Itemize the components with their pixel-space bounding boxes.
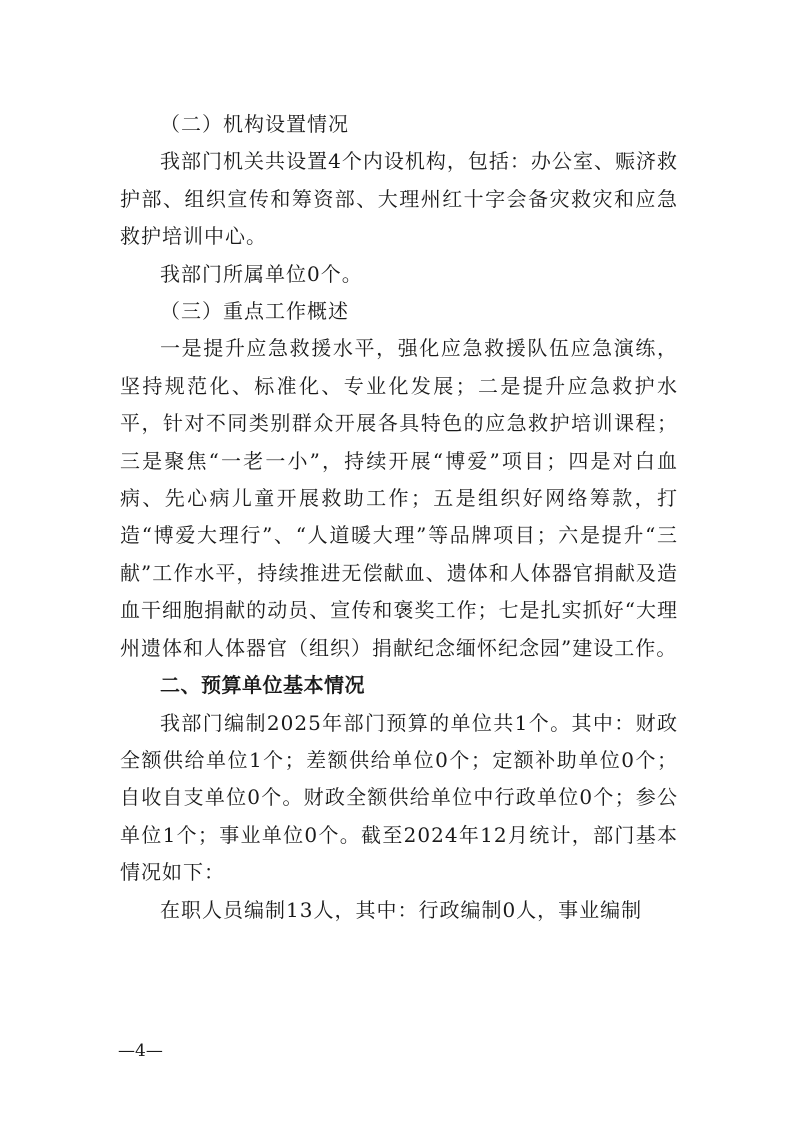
paragraph-budget-units: 我部门编制2025年部门预算的单位共1个。其中：财政全额供给单位1个；差额供给单位0个；定额补助单位0个；自收自支单位0个。财政全额供给单位中行政单位0个；参公单位1个；事业单位0个。截至2024年12月统计，部门基本情况如下： (120, 710, 678, 885)
paragraph-internal-departments: 我部门机关共设置4个内设机构，包括：办公室、赈济救护部、组织宣传和筹资部、大理州红十字会备灾救灾和应急救护培训中心。 (120, 149, 678, 249)
section-heading-key-work: （三）重点工作概述 (160, 299, 349, 324)
paragraph-key-work-overview: 一是提升应急救援水平，强化应急救援队伍应急演练，坚持规范化、标准化、专业化发展；二是提升应急救护水平，针对不同类别群众开展各具特色的应急救护培训课程；三是聚焦“一老一小”，持续开展“博爱”项目；四是对白血病、先心病儿童开展救助工作；五是组织好网络筹款，打造“博爱大理行”、“人道暖大理”等品牌项目；六是提升“三献”工作水平，持续推进无偿献血、遗体和人体器官捐献及造血干细胞捐献的动员、宣传和褒奖工作；七是扎实抓好“大理州遗体和人体器官（组织）捐献纪念缅怀纪念园”建设工作。 (120, 336, 678, 660)
paragraph-staffing: 在职人员编制13人，其中：行政编制0人，事业编制 (160, 897, 643, 922)
paragraph-affiliated-units: 我部门所属单位0个。 (160, 261, 363, 286)
section-heading-budget-units: 二、预算单位基本情况 (160, 673, 365, 698)
page-number: —4— (118, 1041, 163, 1061)
section-heading-org-setup: （二）机构设置情况 (160, 112, 349, 136)
document-body (120, 106, 678, 929)
